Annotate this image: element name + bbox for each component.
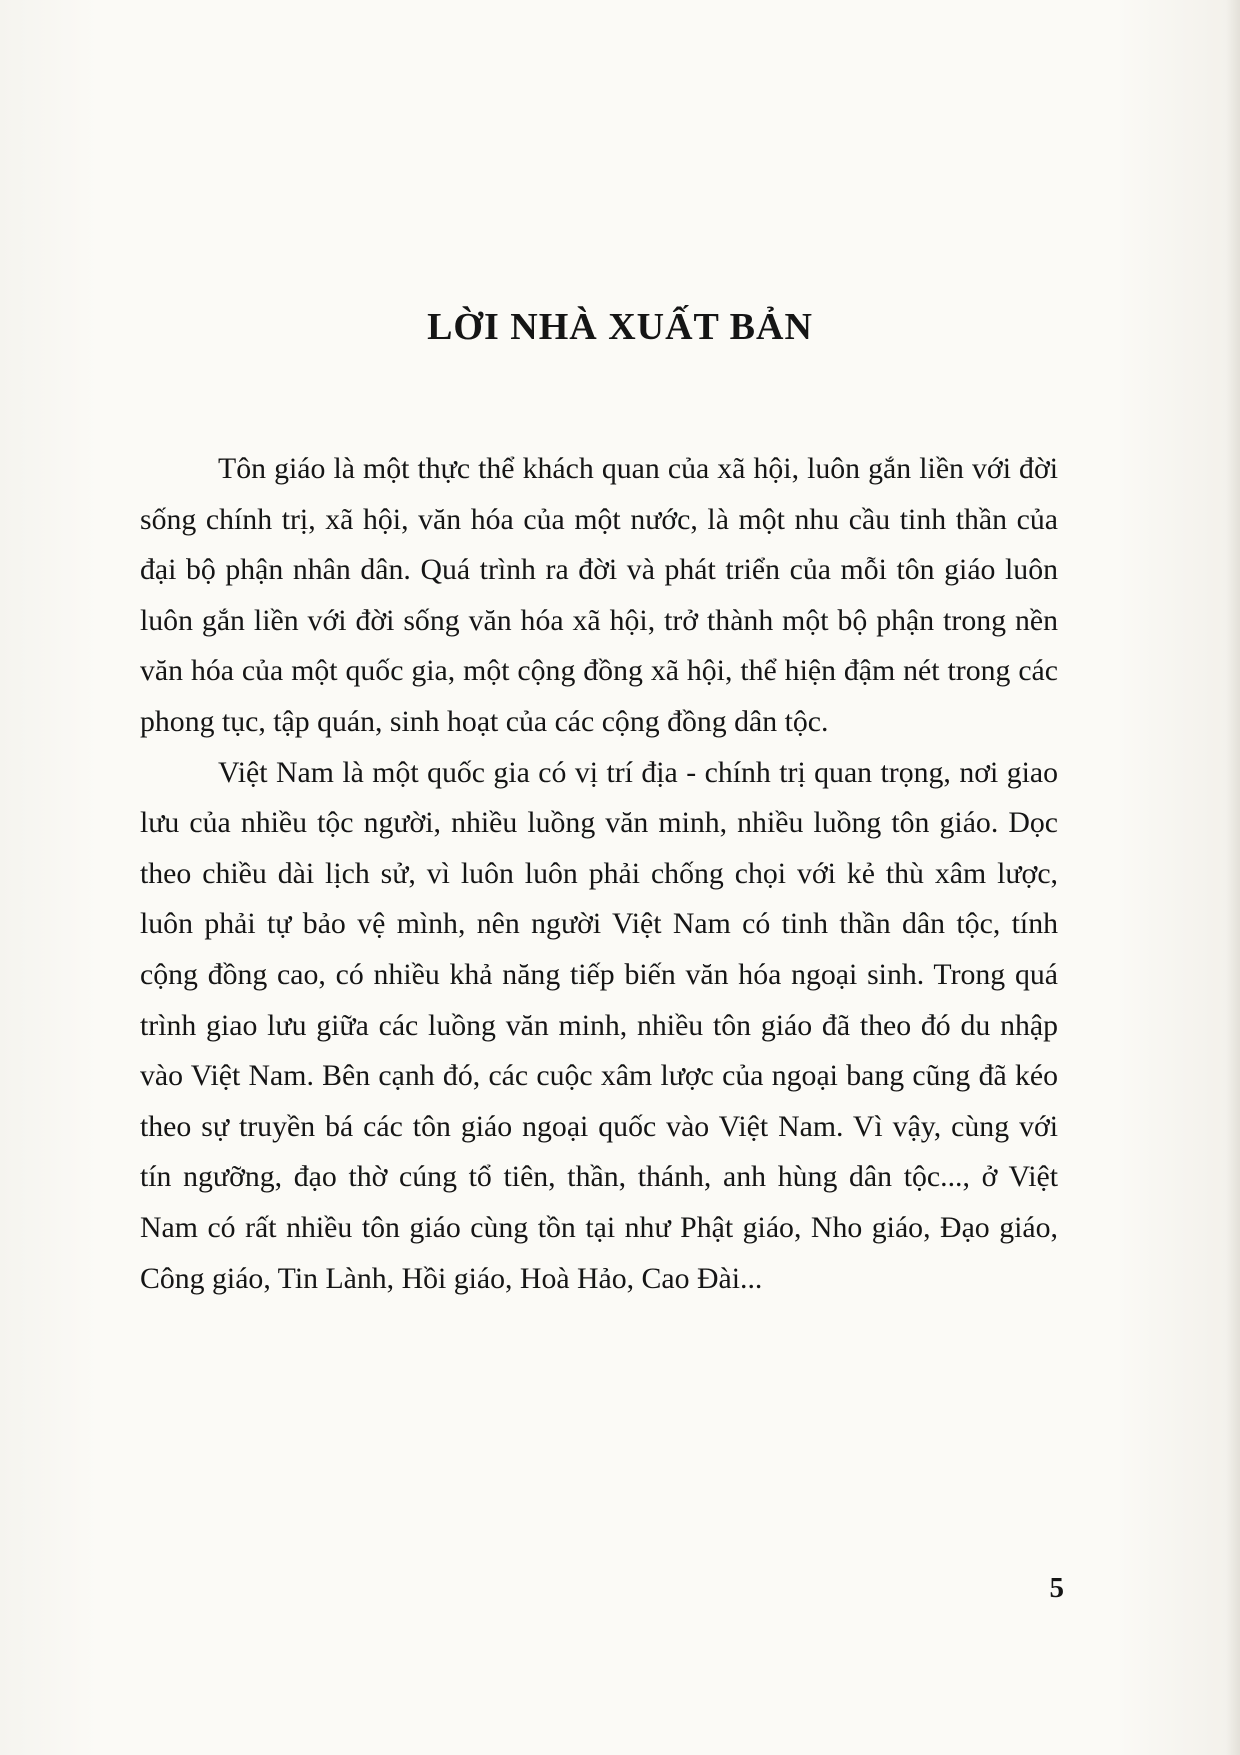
page-number: 5 [1049, 1572, 1064, 1604]
body-text [140, 444, 1058, 1304]
page-edge-shadow [1226, 0, 1240, 1755]
page-title: LỜI NHÀ XUẤT BẢN [427, 306, 813, 348]
paragraph-2: Việt Nam là một quốc gia có vị trí địa - chính trị quan trọng, nơi giao lưu của nhiều tộc người, nhiều luồng văn minh, nhiều luồng tôn giáo. Dọc theo chiều dài lịch sử, vì luôn luôn phải chống chọi với kẻ thù xâm lược, luôn phải tự bảo vệ mình, nên người Việt Nam có tinh thần dân tộc, tính cộng đồng cao, có nhiều khả năng tiếp biến văn hóa ngoại sinh. Trong quá trình giao lưu giữa các luồng văn minh, nhiều tôn giáo đã theo đó du nhập vào Việt Nam. Bên cạnh đó, các cuộc xâm lược của ngoại bang cũng đã kéo theo sự truyền bá các tôn giáo ngoại quốc vào Việt Nam. Vì vậy, cùng với tín ngưỡng, đạo thờ cúng tổ tiên, thần, thánh, anh hùng dân tộc..., ở Việt Nam có rất nhiều tôn giáo cùng tồn tại như Phật giáo, Nho giáo, Đạo giáo, Công giáo, Tin Lành, Hồi giáo, Hoà Hảo, Cao Đài... [140, 755, 1058, 1295]
paragraph-1: Tôn giáo là một thực thể khách quan của xã hội, luôn gắn liền với đời sống chính trị, xã hội, văn hóa của một nước, là một nhu cầu tinh thần của đại bộ phận nhân dân. Quá trình ra đời và phát triển của mỗi tôn giáo luôn luôn gắn liền với đời sống văn hóa xã hội, trở thành một bộ phận trong nền văn hóa của một quốc gia, một cộng đồng xã hội, thể hiện đậm nét trong các phong tục, tập quán, sinh hoạt của các cộng đồng dân tộc. [140, 452, 1058, 738]
